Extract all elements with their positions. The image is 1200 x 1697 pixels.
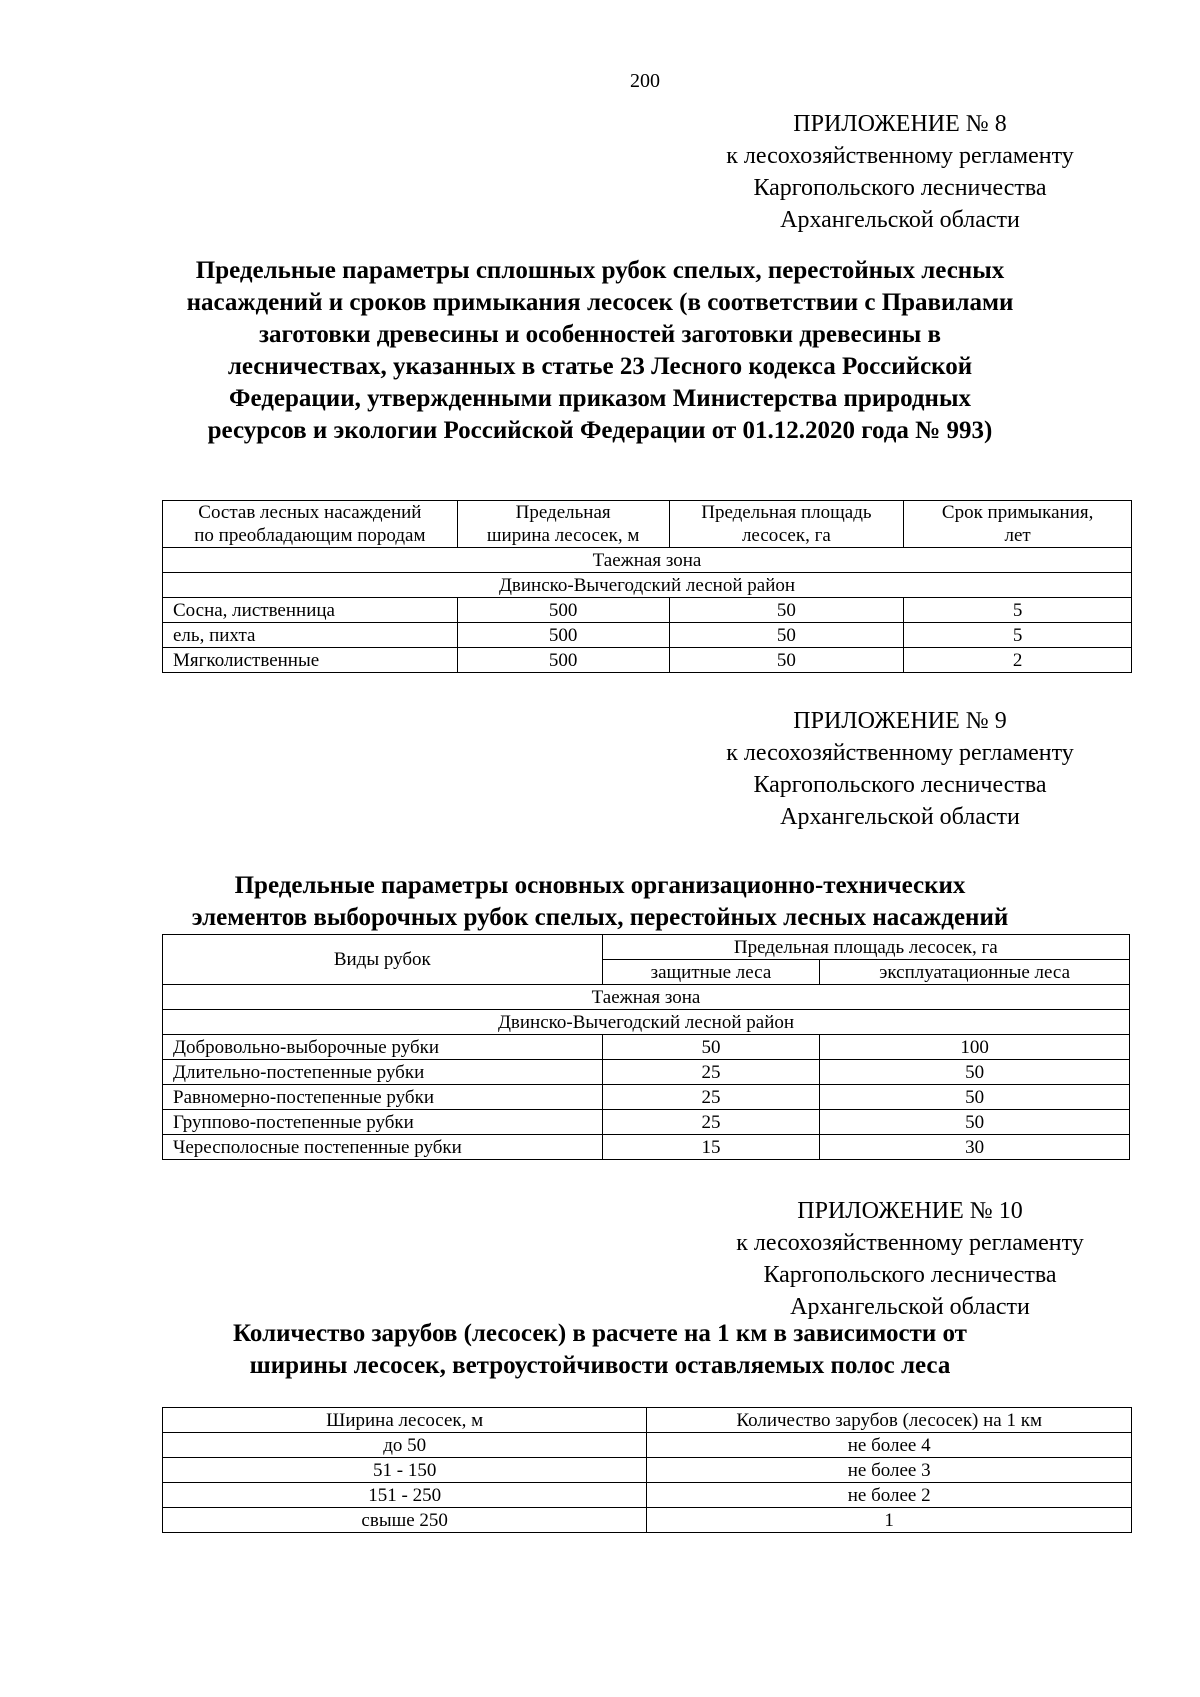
table-cell: 2: [904, 648, 1132, 673]
column-header-width: Предельная ширина лесосек, м: [457, 501, 669, 548]
table-cell: 1: [647, 1508, 1132, 1533]
table-row: [163, 598, 1132, 623]
appendix-9-title: [100, 870, 1100, 934]
appendix-9-header: [600, 705, 1200, 833]
column-header-width: Ширина лесосек, м: [163, 1408, 647, 1433]
clear-cut-parameters-table: [162, 500, 1132, 673]
column-header-exploitation: эксплуатационные леса: [820, 960, 1130, 985]
appendix-8-line-3: Каргопольского лесничества: [753, 175, 1047, 201]
table-cell: 50: [820, 1110, 1130, 1135]
title-line: заготовки древесины и особенностей заготовки древесины в: [258, 321, 942, 348]
table-row: [163, 1035, 1130, 1060]
table-cell: 50: [669, 648, 904, 673]
appendix-10-line-3: Каргопольского лесничества: [763, 1262, 1057, 1288]
appendix-10-line-2: к лесохозяйственному регламенту: [736, 1230, 1084, 1256]
table-cell: 50: [820, 1060, 1130, 1085]
table-cell: 50: [602, 1035, 820, 1060]
title-line: Предельные параметры сплошных рубок спелых, перестойных лесных: [195, 257, 1005, 284]
table-cell: 5: [904, 623, 1132, 648]
appendix-8-label: ПРИЛОЖЕНИЕ № 8: [793, 111, 1007, 137]
title-line: Количество зарубов (лесосек) в расчете на 1 км в зависимости от: [233, 1320, 967, 1347]
table-cell: до 50: [163, 1433, 647, 1458]
table-row: [163, 1458, 1132, 1483]
table-header-row: [163, 501, 1132, 548]
title-line: ширины лесосек, ветроустойчивости оставляемых полос леса: [249, 1352, 951, 1379]
table-row: [163, 623, 1132, 648]
table-cell: 5: [904, 598, 1132, 623]
table-cell: не более 3: [647, 1458, 1132, 1483]
table-cell: 151 - 250: [163, 1483, 647, 1508]
table-cell: не более 4: [647, 1433, 1132, 1458]
zone-row: [163, 548, 1132, 573]
table-cell: не более 2: [647, 1483, 1132, 1508]
table-cell: 30: [820, 1135, 1130, 1160]
table-row: [163, 1135, 1130, 1160]
table-cell: Сосна, лиственница: [163, 598, 458, 623]
title-line: ресурсов и экологии Российской Федерации от 01.12.2020 года № 993): [207, 417, 993, 444]
table-cell: свыше 250: [163, 1508, 647, 1533]
table-row: [163, 1060, 1130, 1085]
table-cell: 25: [602, 1085, 820, 1110]
page-number: 200: [630, 70, 660, 92]
table-cell: Чересполосные постепенные рубки: [163, 1135, 603, 1160]
cuts-per-km-table: [162, 1407, 1132, 1533]
district-cell: Двинско-Вычегодский лесной район: [163, 1010, 1130, 1035]
appendix-9-line-2: к лесохозяйственному регламенту: [726, 740, 1074, 766]
column-header-area: Предельная площадь лесосек, га: [669, 501, 904, 548]
table-cell: 500: [457, 648, 669, 673]
column-header-protective: защитные леса: [602, 960, 820, 985]
appendix-9-line-4: Архангельской области: [780, 804, 1020, 830]
appendix-10-header: [610, 1195, 1200, 1323]
title-line: насаждений и сроков примыкания лесосек (в соответствии с Правилами: [186, 289, 1014, 316]
title-line: Федерации, утвержденными приказом Министерства природных: [229, 385, 971, 412]
district-row: [163, 1010, 1130, 1035]
table-cell: 100: [820, 1035, 1130, 1060]
table-cell: Длительно-постепенные рубки: [163, 1060, 603, 1085]
table-row: [163, 1433, 1132, 1458]
appendix-8-title: [100, 255, 1100, 447]
column-header-area: Предельная площадь лесосек, га: [602, 935, 1129, 960]
table-cell: Мягколиственные: [163, 648, 458, 673]
district-cell: Двинско-Вычегодский лесной район: [163, 573, 1132, 598]
title-line: элементов выборочных рубок спелых, перестойных лесных насаждений: [191, 904, 1009, 931]
district-row: [163, 573, 1132, 598]
table-row: [163, 648, 1132, 673]
column-header-composition: Состав лесных насаждений по преобладающим породам: [163, 501, 458, 548]
column-header-count: Количество зарубов (лесосек) на 1 км: [647, 1408, 1132, 1433]
table-row: [163, 1508, 1132, 1533]
appendix-10-label: ПРИЛОЖЕНИЕ № 10: [797, 1198, 1023, 1224]
table-cell: ель, пихта: [163, 623, 458, 648]
table-header-row: [163, 935, 1130, 960]
appendix-8-line-2: к лесохозяйственному регламенту: [726, 143, 1074, 169]
appendix-8-header: [600, 108, 1200, 236]
table-cell: 50: [669, 598, 904, 623]
table-cell: 500: [457, 598, 669, 623]
table-row: [163, 1110, 1130, 1135]
zone-row: [163, 985, 1130, 1010]
table-cell: Группово-постепенные рубки: [163, 1110, 603, 1135]
column-header-kind: Виды рубок: [163, 935, 603, 985]
zone-cell: Таежная зона: [163, 548, 1132, 573]
zone-cell: Таежная зона: [163, 985, 1130, 1010]
appendix-10-line-4: Архангельской области: [790, 1294, 1030, 1320]
table-row: [163, 1085, 1130, 1110]
title-line: Предельные параметры основных организационно-технических: [234, 872, 966, 899]
table-cell: Добровольно-выборочные рубки: [163, 1035, 603, 1060]
appendix-10-title: [100, 1318, 1100, 1382]
appendix-9-label: ПРИЛОЖЕНИЕ № 9: [793, 708, 1007, 734]
table-cell: 500: [457, 623, 669, 648]
appendix-8-line-4: Архангельской области: [780, 207, 1020, 233]
table-cell: 50: [669, 623, 904, 648]
table-row: [163, 1483, 1132, 1508]
selective-cut-parameters-table: [162, 934, 1130, 1160]
table-cell: 51 - 150: [163, 1458, 647, 1483]
table-cell: Равномерно-постепенные рубки: [163, 1085, 603, 1110]
title-line: лесничествах, указанных в статье 23 Лесного кодекса Российской: [227, 353, 973, 380]
table-cell: 25: [602, 1110, 820, 1135]
table-cell: 50: [820, 1085, 1130, 1110]
appendix-9-line-3: Каргопольского лесничества: [753, 772, 1047, 798]
table-cell: 25: [602, 1060, 820, 1085]
table-header-row: [163, 1408, 1132, 1433]
column-header-adjacency: Срок примыкания, лет: [904, 501, 1132, 548]
table-cell: 15: [602, 1135, 820, 1160]
